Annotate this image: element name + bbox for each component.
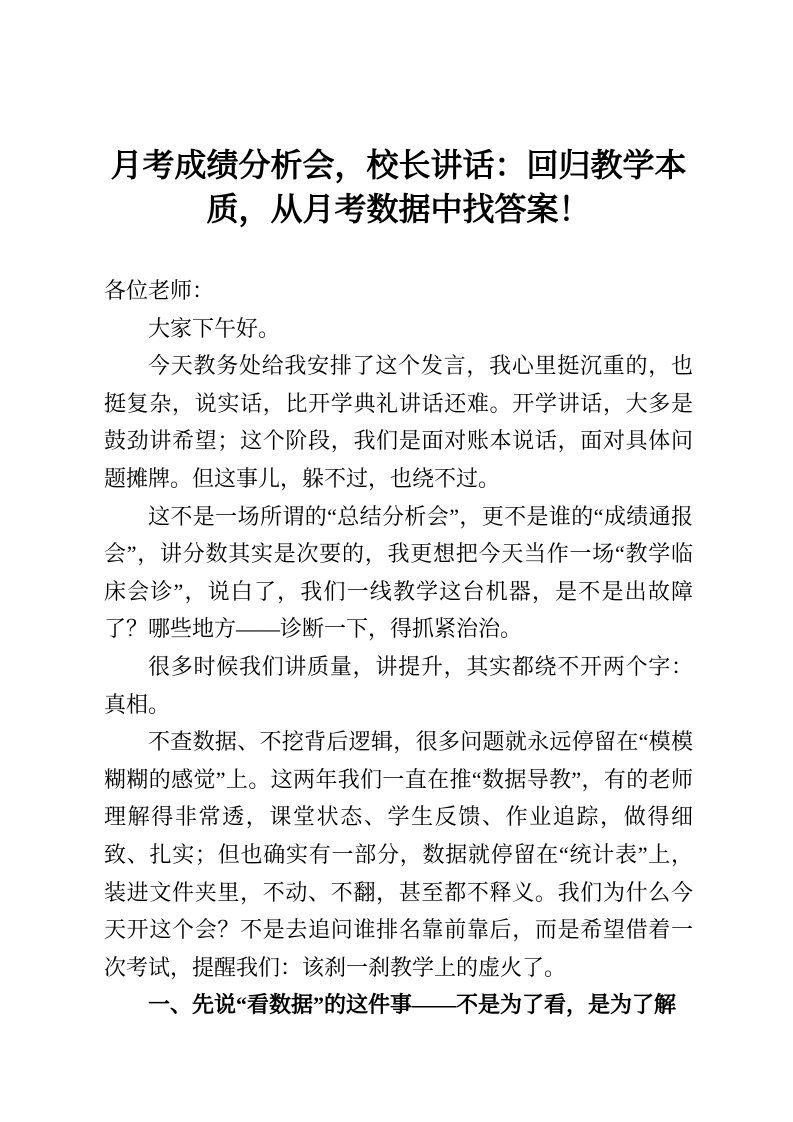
paragraph-opening-remarks: 今天教务处给我安排了这个发言，我心里挺沉重的，也挺复杂，说实话，比开学典礼讲话还难。开学讲话，大多是鼓劲讲希望；这个阶段，我们是面对账本说话，面对具体问题摊牌。但这事儿，躲不过，也绕不过。 [104, 353, 693, 491]
document-title: 月考成绩分析会，校长讲话：回归教学本质，从月考数据中找答案！ [110, 147, 687, 227]
salutation-line: 各位老师： [104, 278, 215, 303]
paragraph-truth: 很多时候我们讲质量，讲提升，其实都绕不开两个字：真相。 [104, 653, 693, 717]
paragraph-meeting-purpose: 这不是一场所谓的“总结分析会”，更不是谁的“成绩通报会”，讲分数其实是次要的，我更想把今天当作一场“教学临床会诊”，说白了，我们一线教学这台机器，是不是出故障了？哪些地方——诊断一下，得抓紧治治。 [104, 503, 693, 642]
section-heading-one: 一、先说“看数据”的这件事——不是为了看，是为了解 [148, 992, 677, 1018]
paragraph-data-guided-teaching: 不查数据、不挖背后逻辑，很多问题就永远停留在“模模糊糊的感觉”上。这两年我们一直在推“数据导教”，有的老师理解得非常透，课堂状态、学生反馈、作业追踪，做得细致、扎实；但也确实有一部分，数据就停留在“统计表”上，装进文件夹里，不动、不翻，甚至都不释义。我们为什么今天开这个会？不是去追问谁排名靠前靠后，而是希望借着一次考试，提醒我们：该刹一刹教学上的虚火了。 [104, 729, 693, 980]
greeting-line: 大家下午好。 [148, 315, 281, 341]
